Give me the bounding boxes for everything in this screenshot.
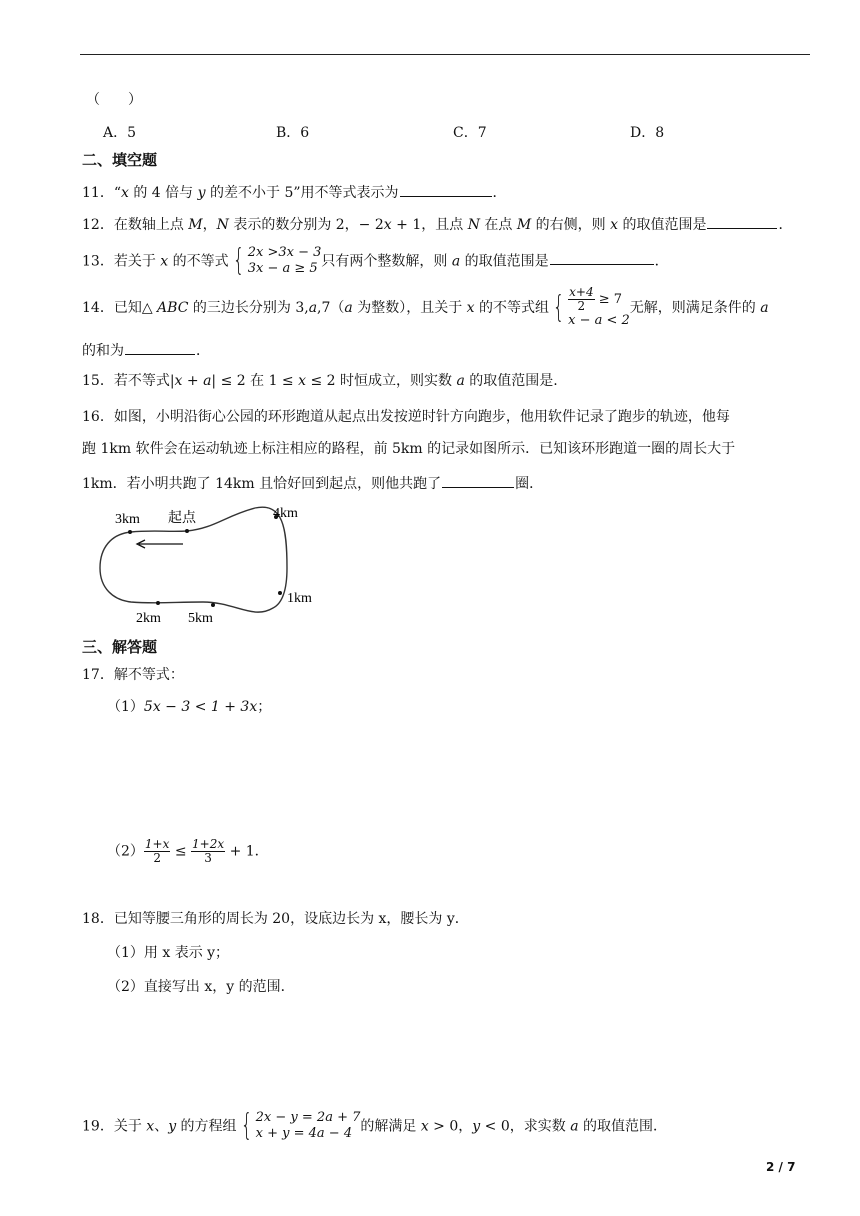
point-2km bbox=[156, 601, 160, 605]
option-a: A．5 bbox=[103, 125, 137, 141]
option-c: C．7 bbox=[453, 125, 487, 141]
header-rule bbox=[80, 54, 810, 55]
question-14-line2: 的和为 ． bbox=[82, 343, 210, 359]
question-17-part1: （1）5x − 3 < 1 + 3x； bbox=[107, 699, 272, 715]
section-title-solve: 三、解答题 bbox=[82, 638, 158, 656]
question-16-line2: 跑 1km 软件会在运动轨迹上标注相应的路程，前 5km 的记录如图所示．已知该环形跑道一圈的周长大于 bbox=[82, 441, 736, 457]
question-16-line1: 16．如图，小明沿街心公园的环形跑道从起点出发按逆时针方向跑步，他用软件记录了跑步的轨迹，他每 bbox=[82, 409, 730, 425]
question-13: 13．若关于 x 的不等式 { 2x >3x − 3 3x − a ≥ 5 只有两个整数解，则 a 的取值范围是 ． bbox=[82, 243, 669, 279]
answer-blank bbox=[707, 216, 777, 229]
question-18-part1: （1）用 x 表示 y； bbox=[107, 945, 230, 961]
page-number: 2 / 7 bbox=[766, 1160, 796, 1174]
point-3km bbox=[128, 530, 132, 534]
answer-blank bbox=[400, 184, 492, 197]
label-start: 起点 bbox=[168, 510, 196, 526]
label-5km: 5km bbox=[188, 611, 213, 626]
section-title-fill-in: 二、填空题 bbox=[82, 151, 158, 169]
label-1km: 1km bbox=[287, 591, 312, 606]
running-track-figure bbox=[95, 498, 335, 633]
answer-paren: （ ） bbox=[86, 92, 142, 108]
label-4km: 4km bbox=[273, 506, 298, 521]
question-18: 18．已知等腰三角形的周长为 20，设底边长为 x，腰长为 y． bbox=[82, 911, 469, 927]
answer-blank bbox=[125, 342, 195, 355]
question-17-part2: （2） $\frac{1+x}{2}$ ≤ $\frac{1+2x}{3}$ + 1． bbox=[107, 837, 269, 866]
start-point bbox=[185, 529, 189, 533]
answer-blank bbox=[442, 475, 514, 488]
question-19: 19．关于 x、y 的方程组 { 2x − y = 2a + 7 x + y = 4a − 4 的解满足 x > 0，y < 0，求实数 a 的取值范围． bbox=[82, 1108, 668, 1144]
label-3km: 3km bbox=[115, 512, 140, 527]
question-18-part2: （2）直接写出 x，y 的范围． bbox=[107, 979, 295, 995]
question-16-line3: 1km．若小明共跑了 14km 且恰好回到起点，则他共跑了 圈． bbox=[82, 476, 544, 492]
point-5km bbox=[211, 603, 215, 607]
question-15: 15．若不等式|x + a| ≤ 2 在 1 ≤ x ≤ 2 时恒成立，则实数 a 的取值范围是. bbox=[82, 373, 558, 389]
answer-blank bbox=[550, 252, 654, 265]
question-12: 12．在数轴上点 M，N 表示的数分别为 2，− 2x + 1，且点 N 在点 M 的右侧，则 x 的取值范围是 ． bbox=[82, 217, 793, 233]
label-2km: 2km bbox=[136, 611, 161, 626]
option-d: D．8 bbox=[630, 125, 665, 141]
point-1km bbox=[278, 591, 282, 595]
question-11: 11．“x 的 4 倍与 y 的差不小于 5”用不等式表示为 ． bbox=[82, 185, 507, 201]
question-17: 17．解不等式： bbox=[82, 667, 184, 683]
option-b: B．6 bbox=[276, 125, 310, 141]
question-14: 14．已知△ ABC 的三边长分别为 3,a,7（a 为整数），且关于 x 的不等式组 { $\frac{x+4}{2}$ ≥ 7 x − a < 2无解，则满足条件的 a bbox=[82, 285, 769, 329]
